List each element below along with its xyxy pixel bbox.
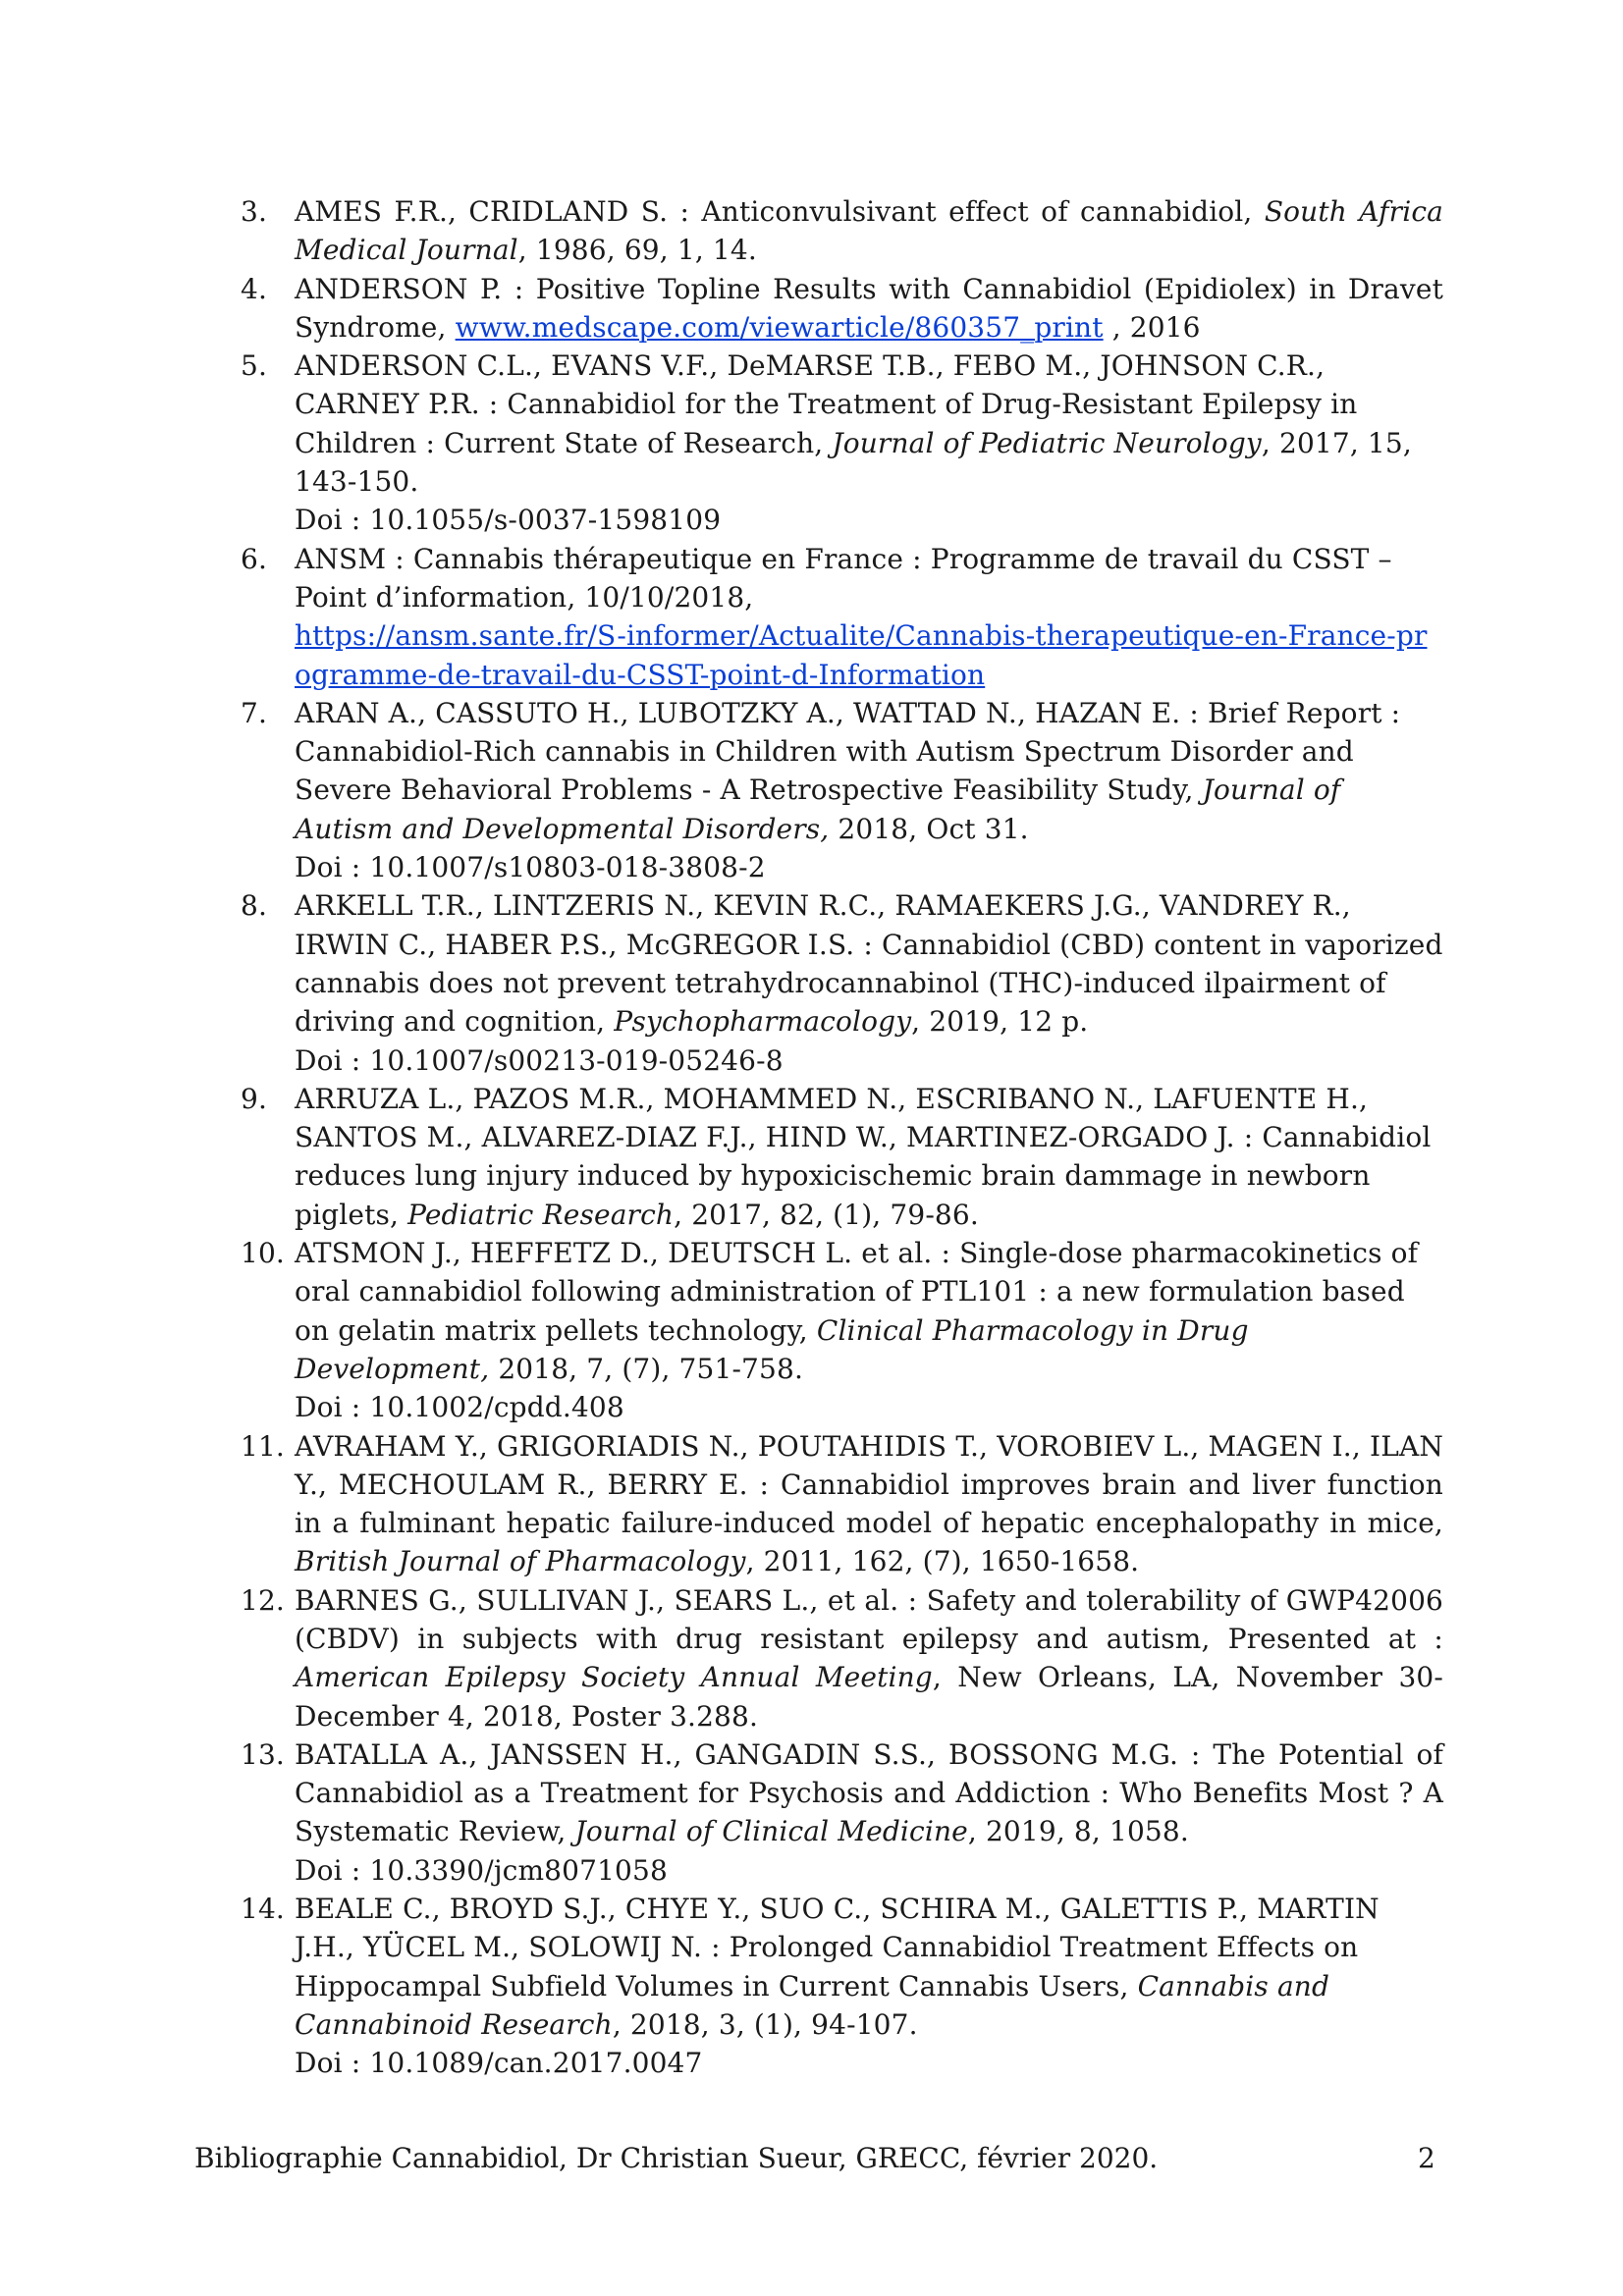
footer-text: Bibliographie Cannabidiol, Dr Christian Sueur, GRECC, février 2020. xyxy=(194,2142,1159,2174)
reference-item xyxy=(241,192,1443,270)
reference-doi: Doi : 10.3390/jcm8071058 xyxy=(295,1853,668,1887)
reference-text: ARAN A., CASSUTO H., LUBOTZKY A., WATTAD N., HAZAN E. : Brief Report : Cannabidiol-Rich cannabis in Children with Autism Spectrum Disorder and Severe Behavioral Problems - A Retrospective Feasibility Study, xyxy=(295,696,1401,807)
reference-details: , 2017, 82, (1), 79-86. xyxy=(674,1198,979,1231)
reference-journal: Psychopharmacology xyxy=(614,1005,912,1039)
reference-number: 9. xyxy=(241,1082,268,1115)
page-number: 2 xyxy=(1418,2142,1435,2174)
reference-text: ATSMON J., HEFFETZ D., DEUTSCH L. et al. : Single-dose pharmacokinetics of oral cannabidiol following administration of PTL101 : a new formulation based on gelatin matrix pellets technology, xyxy=(295,1237,1419,1347)
reference-journal: South Africa Medical Journal xyxy=(295,195,1443,267)
reference-details: , 2018, 3, (1), 94-107. xyxy=(612,2007,918,2041)
reference-text: ANDERSON P. : Positive Topline Results with Cannabidiol (Epidiolex) in Dravet Syndrome, xyxy=(295,272,1443,344)
reference-text: ARKELL T.R., LINTZERIS N., KEVIN R.C., RAMAEKERS J.G., VANDREY R., IRWIN C., HABER P.S., McGREGOR I.S. : Cannabidiol (CBD) content in vaporized cannabis does not prevent tetrahydrocannabinol (THC)-induced ilpairment of driving and cognition, xyxy=(295,889,1443,1039)
reference-journal: British Journal of Pharmacology xyxy=(295,1545,746,1578)
reference-link[interactable]: www.medscape.com/viewarticle/860357_print xyxy=(455,310,1104,344)
reference-number: 10. xyxy=(241,1237,285,1270)
reference-item xyxy=(241,1234,1443,1426)
reference-text: AVRAHAM Y., GRIGORIADIS N., POUTAHIDIS T., VOROBIEV L., MAGEN I., ILAN Y., MECHOULAM R., BERRY E. : Cannabidiol improves brain and liver function in a fulminant hepatic failure-induced model of hepatic encephalopathy in mice, xyxy=(295,1429,1443,1540)
reference-item xyxy=(241,694,1443,886)
reference-journal: Journal of Autism and Developmental Disorders, xyxy=(295,774,1341,845)
reference-number: 12. xyxy=(241,1583,285,1617)
reference-details: , 2019, 8, 1058. xyxy=(967,1815,1189,1848)
reference-number: 13. xyxy=(241,1737,285,1771)
reference-details: , 2011, 162, (7), 1650-1658. xyxy=(745,1545,1140,1578)
reference-journal: Pediatric Research xyxy=(407,1198,675,1231)
reference-item xyxy=(241,1890,1443,2082)
reference-text: ARRUZA L., PAZOS M.R., MOHAMMED N., ESCRIBANO N., LAFUENTE H., SANTOS M., ALVAREZ-DIAZ F.J., HIND W., MARTINEZ-ORGADO J. : Cannabidiol reduces lung injury induced by hypoxicischemic brain dammage in newborn piglets, xyxy=(295,1082,1432,1231)
reference-text: AMES F.R., CRIDLAND S. : Anticonvulsivant effect of cannabidiol, xyxy=(295,195,1265,228)
reference-item xyxy=(241,270,1443,347)
reference-link[interactable]: https://ansm.sante.fr/S-informer/Actualite/Cannabis-therapeutique-en-France-programme-de-travail-du-CSST-point-d-Information xyxy=(295,619,1428,691)
reference-number: 7. xyxy=(241,696,268,729)
reference-text: BARNES G., SULLIVAN J., SEARS L., et al. : Safety and tolerability of GWP42006 (CBDV) in subjects with drug resistant epilepsy and autism, Presented at : xyxy=(295,1583,1443,1655)
reference-item xyxy=(241,1427,1443,1581)
reference-journal: American Epilepsy Society Annual Meeting xyxy=(295,1661,933,1694)
reference-journal: Journal of Clinical Medicine xyxy=(574,1815,968,1848)
reference-item xyxy=(241,540,1443,694)
reference-doi: Doi : 10.1007/s00213-019-05246-8 xyxy=(295,1043,784,1077)
reference-number: 6. xyxy=(241,542,268,575)
reference-text: BEALE C., BROYD S.J., CHYE Y., SUO C., SCHIRA M., GALETTIS P., MARTIN J.H., YÜCEL M., SOLOWIJ N. : Prolonged Cannabidiol Treatment Effects on Hippocampal Subfield Volumes in Current Cannabis Users, xyxy=(295,1893,1380,2002)
reference-text: ANSM : Cannabis thérapeutique en France : Programme de travail du CSST – Point d’information, 10/10/2018, xyxy=(295,542,1392,614)
reference-number: 4. xyxy=(241,272,268,305)
reference-number: 3. xyxy=(241,195,268,228)
reference-item xyxy=(241,347,1443,539)
reference-details: , 2016 xyxy=(1103,310,1201,344)
reference-doi: Doi : 10.1002/cpdd.408 xyxy=(295,1391,624,1424)
reference-details: , New Orleans, LA, November 30-December 4, 2018, Poster 3.288. xyxy=(295,1661,1444,1733)
reference-number: 11. xyxy=(241,1429,285,1463)
reference-item xyxy=(241,1581,1443,1735)
reference-text: BATALLA A., JANSSEN H., GANGADIN S.S., BOSSONG M.G. : The Potential of Cannabidiol as a Treatment for Psychosis and Addiction : Who Benefits Most ? A Systematic Review, xyxy=(295,1737,1443,1848)
reference-journal: Cannabis and Cannabinoid Research xyxy=(295,1969,1330,2041)
reference-number: 5. xyxy=(241,349,268,383)
reference-item xyxy=(241,1080,1443,1234)
reference-journal: Journal of Pediatric Neurology xyxy=(832,426,1262,459)
reference-number: 14. xyxy=(241,1893,285,1926)
reference-doi: Doi : 10.1007/s10803-018-3808-2 xyxy=(295,851,766,884)
reference-doi: Doi : 10.1055/s-0037-1598109 xyxy=(295,504,722,537)
reference-doi: Doi : 10.1089/can.2017.0047 xyxy=(295,2047,703,2080)
reference-journal: Clinical Pharmacology in Drug Development, xyxy=(295,1313,1249,1385)
reference-number: 8. xyxy=(241,889,268,923)
reference-item xyxy=(241,1735,1443,1890)
reference-details: 2018, 7, (7), 751-758. xyxy=(489,1352,804,1385)
reference-details: , 2019, 12 p. xyxy=(911,1005,1089,1039)
reference-details: , 1986, 69, 1, 14. xyxy=(517,234,757,267)
reference-item xyxy=(241,886,1443,1079)
reference-text: ANDERSON C.L., EVANS V.F., DeMARSE T.B., FEBO M., JOHNSON C.R., CARNEY P.R. : Cannabidiol for the Treatment of Drug-Resistant Epilepsy in Children : Current State of Research, xyxy=(295,349,1358,459)
reference-list xyxy=(241,192,1443,2083)
reference-details: 2018, Oct 31. xyxy=(829,812,1029,845)
reference-details: , 2017, 15, 143-150. xyxy=(295,426,1412,499)
